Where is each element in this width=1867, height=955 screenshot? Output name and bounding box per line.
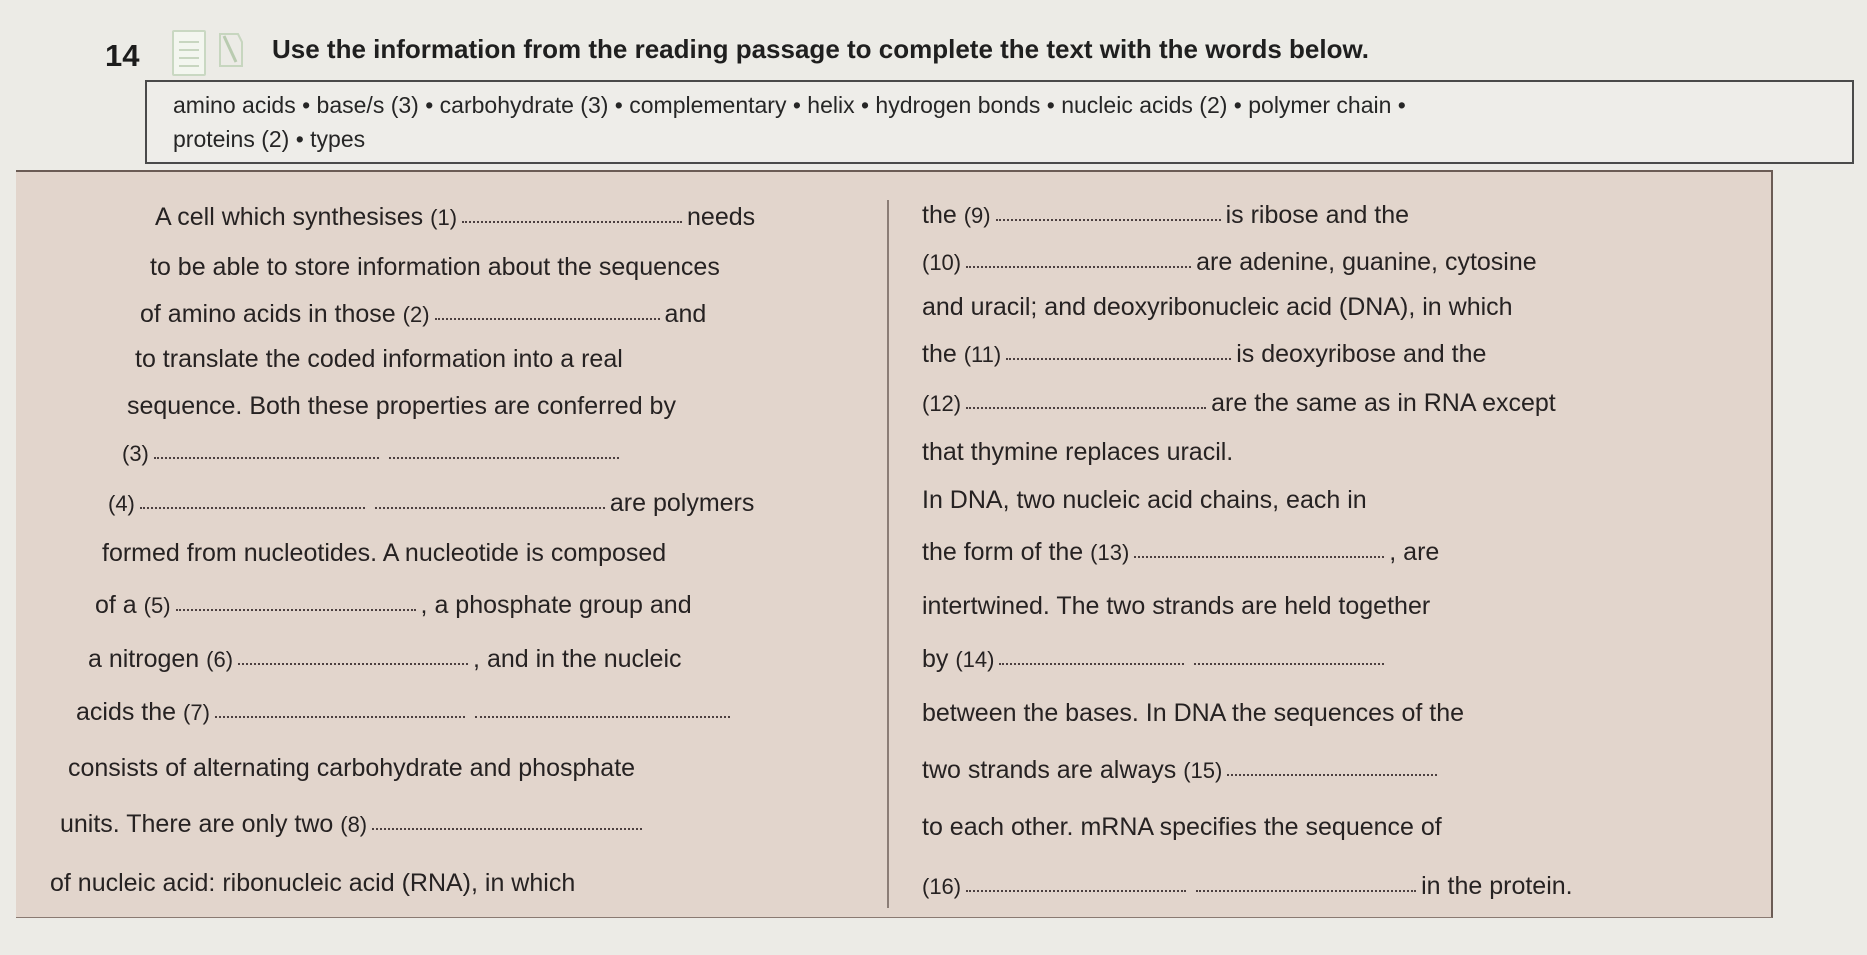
blank-11[interactable] (1006, 358, 1231, 360)
blank-16b[interactable] (1196, 890, 1416, 892)
left-line-2: to be able to store information about the sequences (150, 253, 720, 281)
blank-4b[interactable] (375, 507, 605, 509)
right-line-8: the form of the (13) , are (922, 538, 1440, 566)
left-line-8: formed from nucleotides. A nucleotide is composed (102, 539, 667, 567)
left-line-14: of nucleic acid: ribonucleic acid (RNA), in which (50, 869, 576, 897)
left-line-9: of a (5) , a phosphate group and (95, 591, 692, 619)
blank-1[interactable] (462, 221, 682, 223)
right-line-2: (10) are adenine, guanine, cytosine (922, 248, 1537, 276)
right-line-7: In DNA, two nucleic acid chains, each in (922, 486, 1367, 514)
right-line-14: (16) in the protein. (922, 872, 1573, 900)
left-line-12: consists of alternating carbohydrate and phosphate (68, 754, 636, 782)
word-box-line-1: amino acids • base/s (3) • carbohydrate (3) • complementary • helix • hydrogen bonds • nucleic acids (2) • polymer chain • (173, 92, 1406, 118)
left-line-5: sequence. Both these properties are conferred by (127, 392, 676, 420)
left-line-13: units. There are only two (8) (60, 810, 647, 839)
blank-14b[interactable] (1194, 663, 1384, 665)
blank-14a[interactable] (999, 663, 1184, 665)
blank-3a[interactable] (154, 457, 379, 459)
right-line-12: two strands are always (15) (922, 756, 1442, 785)
right-line-4: the (11) is deoxyribose and the (922, 340, 1487, 368)
left-line-3: of amino acids in those (2) and (140, 300, 707, 328)
left-line-11: acids the (7) (76, 698, 735, 727)
right-line-6: that thymine replaces uracil. (922, 438, 1234, 466)
left-line-10: a nitrogen (6) , and in the nucleic (88, 645, 682, 673)
blank-3b[interactable] (389, 457, 619, 459)
right-line-11: between the bases. In DNA the sequences of the (922, 699, 1465, 727)
left-line-1: A cell which synthesises (1) needs (155, 203, 756, 231)
exercise-number: 14 (105, 38, 140, 73)
blank-2[interactable] (435, 318, 660, 320)
left-line-6: (3) (122, 441, 624, 467)
right-line-13: to each other. mRNA specifies the sequence of (922, 813, 1442, 841)
pencil-icon (212, 30, 246, 70)
blank-8[interactable] (372, 828, 642, 830)
word-box (145, 80, 1854, 164)
right-line-5: (12) are the same as in RNA except (922, 389, 1556, 417)
notebook-icon (172, 30, 206, 76)
blank-5[interactable] (176, 609, 416, 611)
blank-6[interactable] (238, 663, 468, 665)
right-line-1: the (9) is ribose and the (922, 201, 1410, 229)
exercise-instruction: Use the information from the reading passage to complete the text with the words below. (272, 34, 1369, 64)
right-line-10: by (14) (922, 645, 1389, 674)
blank-13[interactable] (1134, 556, 1384, 558)
blank-9[interactable] (996, 219, 1221, 221)
word-box-line-2: proteins (2) • types (173, 126, 366, 152)
blank-10[interactable] (966, 266, 1191, 268)
blank-7b[interactable] (475, 716, 730, 718)
left-line-4: to translate the coded information into a real (135, 345, 623, 373)
blank-12[interactable] (966, 407, 1206, 409)
right-line-9: intertwined. The two strands are held together (922, 592, 1431, 620)
blank-4a[interactable] (140, 507, 365, 509)
right-line-3: and uracil; and deoxyribonucleic acid (DNA), in which (922, 293, 1513, 321)
left-line-7: (4) are polymers (108, 489, 755, 517)
column-divider (887, 200, 889, 908)
blank-7a[interactable] (215, 716, 465, 718)
blank-16a[interactable] (966, 890, 1186, 892)
blank-15[interactable] (1227, 774, 1437, 776)
